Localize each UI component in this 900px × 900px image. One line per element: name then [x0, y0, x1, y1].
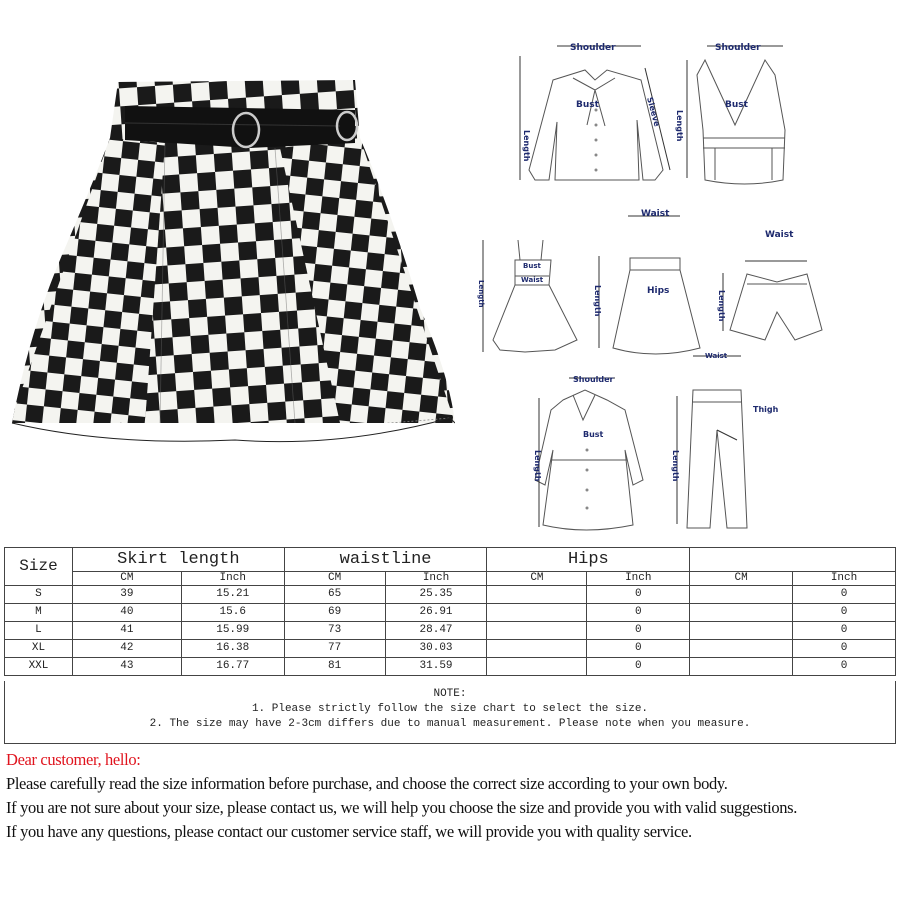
- svg-text:Bust: Bust: [725, 100, 748, 110]
- cell: 73: [284, 622, 385, 640]
- svg-text:Length: Length: [593, 285, 602, 317]
- note-title: NOTE:: [433, 688, 467, 700]
- message-line-2: If you are not sure about your size, please contact us, we will help you choose the size and provide you with valid suggestions.: [6, 798, 797, 817]
- cell: 0: [793, 604, 896, 622]
- group-skirt-length: Skirt length: [72, 548, 284, 572]
- size-chart-table: [4, 547, 896, 676]
- measurement-diagrams: [465, 30, 895, 535]
- svg-text:Shoulder: Shoulder: [573, 375, 614, 384]
- cell: 77: [284, 640, 385, 658]
- cell: 16.38: [181, 640, 284, 658]
- cell: [487, 604, 587, 622]
- unit-inch: Inch: [385, 572, 487, 586]
- cell: 26.91: [385, 604, 487, 622]
- svg-text:Bust: Bust: [523, 262, 541, 270]
- cell: 41: [72, 622, 181, 640]
- unit-cm: CM: [487, 572, 587, 586]
- customer-message: [6, 748, 900, 844]
- size-cell: L: [5, 622, 73, 640]
- cell: [690, 586, 793, 604]
- svg-text:Length: Length: [671, 450, 680, 482]
- cell: [487, 622, 587, 640]
- cell: 15.99: [181, 622, 284, 640]
- size-cell: XL: [5, 640, 73, 658]
- cell: [487, 658, 587, 676]
- cell: [690, 640, 793, 658]
- svg-text:Sleeve: Sleeve: [645, 96, 662, 128]
- dress-diagram: [477, 240, 577, 352]
- cell: 39: [72, 586, 181, 604]
- cell: 25.35: [385, 586, 487, 604]
- pants-diagram: [671, 352, 779, 528]
- cell: 31.59: [385, 658, 487, 676]
- svg-text:Waist: Waist: [705, 352, 728, 360]
- svg-text:Length: Length: [675, 110, 684, 142]
- coat-diagram: [533, 375, 643, 530]
- unit-inch: Inch: [181, 572, 284, 586]
- unit-header-row: [5, 572, 896, 586]
- table-row: [5, 658, 896, 676]
- svg-text:Bust: Bust: [576, 100, 599, 110]
- note-line-2: 2. The size may have 2-3cm differs due to manual measurement. Please note when you measure.: [149, 718, 751, 730]
- belt: [125, 106, 355, 148]
- shorts-diagram: [717, 230, 822, 340]
- unit-cm: CM: [690, 572, 793, 586]
- tank-top-diagram: [675, 43, 785, 184]
- cell: 0: [587, 622, 690, 640]
- table-row: [5, 640, 896, 658]
- svg-text:Thigh: Thigh: [753, 405, 779, 414]
- cell: 0: [793, 640, 896, 658]
- cell: 69: [284, 604, 385, 622]
- group-hips: Hips: [487, 548, 690, 572]
- cell: 0: [587, 658, 690, 676]
- cell: [487, 640, 587, 658]
- size-header: Size: [5, 548, 73, 586]
- svg-text:Bust: Bust: [583, 430, 604, 439]
- greeting: Dear customer, hello:: [6, 750, 141, 769]
- table-row: [5, 604, 896, 622]
- cell: [487, 586, 587, 604]
- blouse-diagram: [520, 43, 670, 180]
- size-cell: M: [5, 604, 73, 622]
- svg-text:Length: Length: [477, 280, 485, 308]
- cell: 0: [793, 622, 896, 640]
- skirt-diagram: [593, 209, 700, 354]
- table-row: [5, 622, 896, 640]
- cell: 65: [284, 586, 385, 604]
- cell: 42: [72, 640, 181, 658]
- svg-text:Length: Length: [717, 290, 726, 322]
- cell: 15.6: [181, 604, 284, 622]
- svg-text:Waist: Waist: [521, 276, 544, 284]
- unit-cm: CM: [284, 572, 385, 586]
- cell: 0: [587, 604, 690, 622]
- cell: [690, 622, 793, 640]
- message-line-3: If you have any questions, please contact our customer service staff, we will provide you with quality service.: [6, 822, 692, 841]
- cell: 0: [587, 586, 690, 604]
- unit-inch: Inch: [587, 572, 690, 586]
- cell: 0: [587, 640, 690, 658]
- cell: [690, 604, 793, 622]
- cell: 81: [284, 658, 385, 676]
- table-row: [5, 586, 896, 604]
- product-photo-checkered-skirt: [10, 78, 455, 458]
- group-blank: [690, 548, 896, 572]
- cell: [690, 658, 793, 676]
- size-cell: S: [5, 586, 73, 604]
- cell: 43: [72, 658, 181, 676]
- note-line-1: 1. Please strictly follow the size chart to select the size.: [251, 703, 649, 715]
- svg-text:Hips: Hips: [647, 286, 670, 296]
- group-header-row: [5, 548, 896, 572]
- cell: 0: [793, 658, 896, 676]
- size-cell: XXL: [5, 658, 73, 676]
- unit-inch: Inch: [793, 572, 896, 586]
- svg-text:Waist: Waist: [641, 209, 670, 219]
- svg-text:Waist: Waist: [765, 230, 794, 240]
- size-note: [4, 681, 896, 744]
- message-line-1: Please carefully read the size information before purchase, and choose the correct size according to your own body.: [6, 774, 728, 793]
- svg-text:Length: Length: [522, 130, 531, 162]
- cell: 30.03: [385, 640, 487, 658]
- svg-text:Shoulder: Shoulder: [715, 43, 761, 53]
- cell: 0: [793, 586, 896, 604]
- svg-text:Shoulder: Shoulder: [570, 43, 616, 53]
- cell: 16.77: [181, 658, 284, 676]
- group-waistline: waistline: [284, 548, 487, 572]
- cell: 15.21: [181, 586, 284, 604]
- cell: 40: [72, 604, 181, 622]
- unit-cm: CM: [72, 572, 181, 586]
- cell: 28.47: [385, 622, 487, 640]
- svg-text:Length: Length: [533, 450, 542, 482]
